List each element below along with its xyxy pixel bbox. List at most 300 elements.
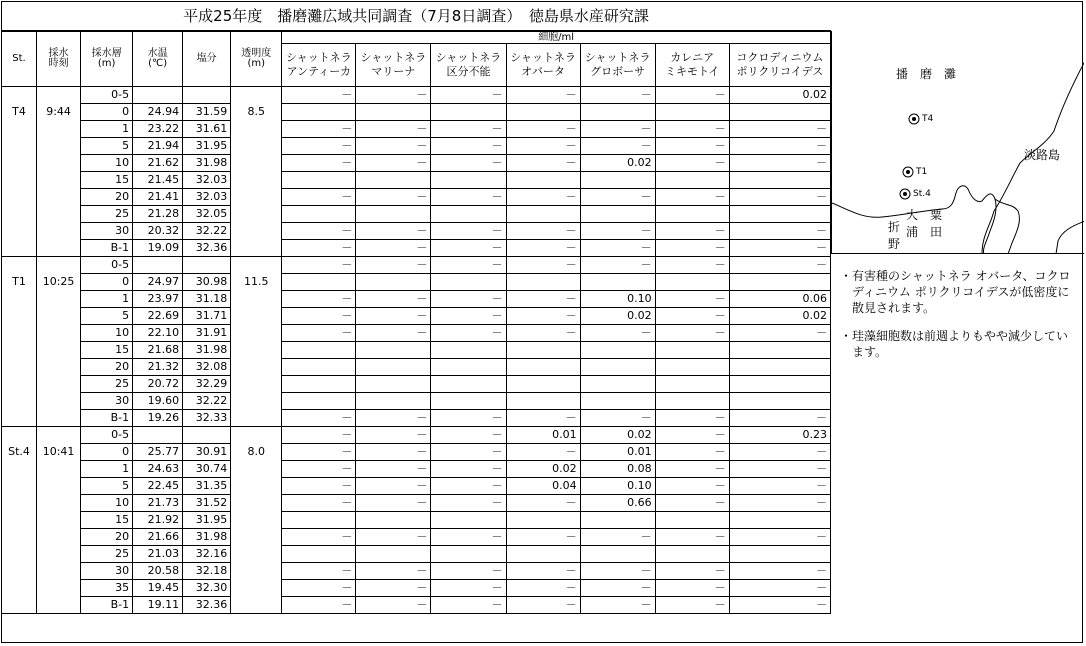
header-species: シャットネラ マリーナ xyxy=(356,44,431,87)
cell-count xyxy=(356,206,431,223)
table-row xyxy=(2,240,831,257)
cell-count: － xyxy=(729,155,830,172)
cell-count: － xyxy=(356,87,431,104)
cell-count: － xyxy=(282,444,356,461)
cell-count xyxy=(655,342,729,359)
salinity-cell: 30.91 xyxy=(183,444,231,461)
cell-count xyxy=(356,393,431,410)
cell-count: － xyxy=(506,597,580,614)
cell-count: － xyxy=(431,138,506,155)
table-row xyxy=(2,189,831,206)
cell-count xyxy=(282,359,356,376)
map-label-awata: 粟 田 xyxy=(930,208,943,239)
cell-count: － xyxy=(356,444,431,461)
cell-count: － xyxy=(282,529,356,546)
table-row xyxy=(2,427,831,444)
temp-cell: 24.97 xyxy=(133,274,183,291)
temp-cell: 21.94 xyxy=(133,138,183,155)
salinity-cell: 31.71 xyxy=(183,308,231,325)
table-row xyxy=(2,223,831,240)
salinity-cell: 31.59 xyxy=(183,104,231,121)
cell-count: － xyxy=(655,495,729,512)
cell-count: － xyxy=(282,257,356,274)
cell-count: － xyxy=(282,461,356,478)
cell-count: 0.66 xyxy=(580,495,655,512)
cell-count: － xyxy=(431,563,506,580)
cell-count: － xyxy=(655,87,729,104)
cell-count: － xyxy=(506,240,580,257)
cell-count: － xyxy=(506,155,580,172)
header-temp: 水温 (℃) xyxy=(133,32,183,87)
table-row xyxy=(2,376,831,393)
depth-cell: B-1 xyxy=(81,240,133,257)
table-row xyxy=(2,495,831,512)
cell-count: 0.02 xyxy=(729,87,830,104)
cell-count xyxy=(282,172,356,189)
cell-count: － xyxy=(580,580,655,597)
table-row xyxy=(2,274,831,291)
table-row xyxy=(2,291,831,308)
cell-count: － xyxy=(431,223,506,240)
cell-count: － xyxy=(282,325,356,342)
table-row xyxy=(2,580,831,597)
note-item: ・珪藻細胞数は前週よりもやや減少しています。 xyxy=(840,329,1069,359)
cell-count: － xyxy=(655,325,729,342)
cell-count xyxy=(729,512,830,529)
depth-cell: 15 xyxy=(81,172,133,189)
cell-count: － xyxy=(356,580,431,597)
cell-count: － xyxy=(580,121,655,138)
cell-count: － xyxy=(655,580,729,597)
cell-count: － xyxy=(282,155,356,172)
header-species: シャットネラ アンティーカ xyxy=(282,44,356,87)
cell-count: － xyxy=(356,308,431,325)
cell-count xyxy=(580,512,655,529)
depth-cell: 10 xyxy=(81,325,133,342)
table-row xyxy=(2,87,831,104)
cell-count xyxy=(282,274,356,291)
salinity-cell: 31.98 xyxy=(183,342,231,359)
cell-count xyxy=(655,104,729,121)
coastline-map xyxy=(832,31,1084,254)
cell-count: 0.10 xyxy=(580,478,655,495)
cell-count xyxy=(431,172,506,189)
depth-cell: B-1 xyxy=(81,410,133,427)
salinity-cell xyxy=(183,87,231,104)
cell-count: － xyxy=(655,427,729,444)
cell-count xyxy=(282,376,356,393)
salinity-cell: 31.35 xyxy=(183,478,231,495)
cell-count: － xyxy=(282,580,356,597)
salinity-cell: 32.18 xyxy=(183,563,231,580)
salinity-cell: 30.98 xyxy=(183,274,231,291)
cell-count xyxy=(356,172,431,189)
cell-count: － xyxy=(729,529,830,546)
cell-count: － xyxy=(431,444,506,461)
table-row xyxy=(2,325,831,342)
table-row xyxy=(2,444,831,461)
temp-cell: 19.11 xyxy=(133,597,183,614)
salinity-cell: 32.03 xyxy=(183,189,231,206)
map-label-awaji: 淡路島 xyxy=(1024,148,1061,162)
cell-count: － xyxy=(506,291,580,308)
cell-count xyxy=(356,274,431,291)
cell-count xyxy=(506,104,580,121)
temp-cell: 19.60 xyxy=(133,393,183,410)
depth-cell: 25 xyxy=(81,376,133,393)
cell-count: － xyxy=(729,189,830,206)
cell-count: － xyxy=(655,189,729,206)
cell-count: 0.02 xyxy=(580,155,655,172)
depth-cell: 25 xyxy=(81,206,133,223)
temp-cell: 24.63 xyxy=(133,461,183,478)
cell-count xyxy=(729,393,830,410)
cell-count xyxy=(506,206,580,223)
salinity-cell: 31.18 xyxy=(183,291,231,308)
cell-count xyxy=(356,342,431,359)
depth-cell: 5 xyxy=(81,308,133,325)
table-row xyxy=(2,546,831,563)
cell-count: － xyxy=(431,597,506,614)
cell-count: － xyxy=(655,257,729,274)
salinity-cell: 32.36 xyxy=(183,597,231,614)
cell-count: － xyxy=(431,529,506,546)
cell-count: 0.02 xyxy=(580,308,655,325)
awaji-coastline-2 xyxy=(1056,221,1084,254)
cell-count: － xyxy=(506,223,580,240)
cell-count: － xyxy=(431,257,506,274)
header-transparency: 透明度 (m) xyxy=(231,32,282,87)
cell-count: 0.08 xyxy=(580,461,655,478)
temp-cell: 21.73 xyxy=(133,495,183,512)
cell-count: － xyxy=(729,138,830,155)
cell-count xyxy=(506,274,580,291)
cell-count xyxy=(282,206,356,223)
cell-count xyxy=(356,546,431,563)
cell-count xyxy=(580,274,655,291)
temp-cell: 21.68 xyxy=(133,342,183,359)
cell-count: － xyxy=(431,325,506,342)
map-label-oura: 大 浦 xyxy=(906,208,919,239)
cell-count: － xyxy=(655,563,729,580)
temp-cell: 21.41 xyxy=(133,189,183,206)
cell-count: 0.01 xyxy=(580,444,655,461)
cell-count: － xyxy=(580,138,655,155)
header-species: シャットネラ 区分不能 xyxy=(431,44,506,87)
cell-count: － xyxy=(431,87,506,104)
salinity-cell: 32.22 xyxy=(183,393,231,410)
table-row xyxy=(2,104,831,121)
cell-count: － xyxy=(431,121,506,138)
header-cells: 細胞/ml xyxy=(282,32,831,44)
cell-count: － xyxy=(580,597,655,614)
transparency-cell: 8.5 xyxy=(231,87,282,257)
cell-count: － xyxy=(431,495,506,512)
cell-count xyxy=(506,172,580,189)
cell-count: － xyxy=(655,138,729,155)
depth-cell: 0 xyxy=(81,444,133,461)
cell-count: 0.02 xyxy=(506,461,580,478)
cell-count: － xyxy=(655,308,729,325)
cell-count: － xyxy=(506,87,580,104)
salinity-cell: 32.05 xyxy=(183,206,231,223)
depth-cell: 5 xyxy=(81,138,133,155)
cell-count: － xyxy=(282,87,356,104)
temp-cell xyxy=(133,87,183,104)
cell-count: － xyxy=(729,121,830,138)
cell-count: － xyxy=(580,410,655,427)
temp-cell: 21.32 xyxy=(133,359,183,376)
cell-count: － xyxy=(282,597,356,614)
cell-count xyxy=(580,546,655,563)
depth-cell: 15 xyxy=(81,512,133,529)
cell-count: 0.02 xyxy=(580,427,655,444)
salinity-cell: 32.22 xyxy=(183,223,231,240)
cell-count xyxy=(580,206,655,223)
cell-count: － xyxy=(431,155,506,172)
table-row xyxy=(2,257,831,274)
depth-cell: 15 xyxy=(81,342,133,359)
cell-count: － xyxy=(431,461,506,478)
salinity-cell: 32.16 xyxy=(183,546,231,563)
table-row xyxy=(2,138,831,155)
table-row xyxy=(2,410,831,427)
cell-count xyxy=(282,546,356,563)
cell-count: － xyxy=(729,223,830,240)
cell-count xyxy=(729,546,830,563)
table-row xyxy=(2,308,831,325)
header-species: シャットネラ グロボーサ xyxy=(580,44,655,87)
cell-count: 0.01 xyxy=(506,427,580,444)
salinity-cell: 32.29 xyxy=(183,376,231,393)
cell-count: － xyxy=(655,155,729,172)
cell-count: － xyxy=(580,529,655,546)
cell-count: － xyxy=(356,155,431,172)
salinity-cell: 31.98 xyxy=(183,155,231,172)
depth-cell: 0 xyxy=(81,274,133,291)
cell-count: － xyxy=(506,325,580,342)
cell-count: － xyxy=(729,478,830,495)
cell-count: － xyxy=(356,427,431,444)
cell-count xyxy=(580,172,655,189)
temp-cell: 23.22 xyxy=(133,121,183,138)
temp-cell: 21.45 xyxy=(133,172,183,189)
depth-cell: 0-5 xyxy=(81,257,133,274)
temp-cell: 19.45 xyxy=(133,580,183,597)
salinity-cell: 31.98 xyxy=(183,529,231,546)
map-label-orino: 折 野 xyxy=(888,220,901,251)
cell-count xyxy=(580,376,655,393)
cell-count: － xyxy=(282,308,356,325)
cell-count: － xyxy=(356,410,431,427)
cell-count xyxy=(729,342,830,359)
map-label-t4: T4 xyxy=(922,114,934,124)
station-name: St.4 xyxy=(2,427,37,614)
depth-cell: 0-5 xyxy=(81,427,133,444)
salinity-cell: 32.08 xyxy=(183,359,231,376)
cell-count: － xyxy=(729,597,830,614)
cell-count xyxy=(431,274,506,291)
cell-count: － xyxy=(655,410,729,427)
cell-count xyxy=(356,359,431,376)
cell-count: － xyxy=(729,257,830,274)
table-row xyxy=(2,393,831,410)
cell-count: － xyxy=(356,223,431,240)
cell-count: － xyxy=(506,410,580,427)
cell-count: － xyxy=(655,478,729,495)
temp-cell: 21.62 xyxy=(133,155,183,172)
cell-count: － xyxy=(282,427,356,444)
cell-count: 0.04 xyxy=(506,478,580,495)
depth-cell: 20 xyxy=(81,529,133,546)
depth-cell: 20 xyxy=(81,359,133,376)
cell-count xyxy=(580,342,655,359)
cell-count: － xyxy=(580,223,655,240)
depth-cell: 30 xyxy=(81,393,133,410)
table-row xyxy=(2,172,831,189)
cell-count xyxy=(729,104,830,121)
salinity-cell: 31.61 xyxy=(183,121,231,138)
cell-count xyxy=(282,342,356,359)
cell-count: － xyxy=(431,240,506,257)
temp-cell xyxy=(133,427,183,444)
temp-cell: 20.58 xyxy=(133,563,183,580)
salinity-cell: 31.91 xyxy=(183,325,231,342)
notes xyxy=(840,268,1075,372)
cell-count: － xyxy=(431,291,506,308)
cell-count xyxy=(431,546,506,563)
cell-count: － xyxy=(729,461,830,478)
cell-count xyxy=(431,206,506,223)
temp-cell: 19.26 xyxy=(133,410,183,427)
temp-cell: 20.72 xyxy=(133,376,183,393)
cell-count: － xyxy=(431,427,506,444)
note-item: ・有害種のシャットネラ オバータ、コクロディニウム ポリクリコイデスが低密度に散見されます。 xyxy=(840,269,1071,315)
cell-count xyxy=(729,376,830,393)
header-time: 採水 時刻 xyxy=(37,32,81,87)
depth-cell: 1 xyxy=(81,291,133,308)
cell-count: － xyxy=(431,410,506,427)
temp-cell xyxy=(133,257,183,274)
cell-count xyxy=(655,359,729,376)
map-label-st4: St.4 xyxy=(913,189,931,199)
cell-count xyxy=(431,104,506,121)
cell-count: － xyxy=(580,240,655,257)
salinity-cell xyxy=(183,427,231,444)
cell-count: － xyxy=(729,410,830,427)
cell-count: － xyxy=(506,495,580,512)
salinity-cell xyxy=(183,257,231,274)
temp-cell: 21.92 xyxy=(133,512,183,529)
cell-count: － xyxy=(655,461,729,478)
cell-count: － xyxy=(282,223,356,240)
cell-count xyxy=(356,376,431,393)
depth-cell: 0 xyxy=(81,104,133,121)
depth-cell: 10 xyxy=(81,495,133,512)
depth-cell: 20 xyxy=(81,189,133,206)
cell-count: － xyxy=(356,461,431,478)
cell-count: － xyxy=(282,478,356,495)
cell-count xyxy=(282,393,356,410)
table-row xyxy=(2,529,831,546)
cell-count xyxy=(580,104,655,121)
table-row xyxy=(2,206,831,223)
salinity-cell: 31.95 xyxy=(183,512,231,529)
cell-count xyxy=(356,104,431,121)
cell-count: － xyxy=(655,240,729,257)
survey-table xyxy=(1,31,831,614)
cell-count: － xyxy=(356,291,431,308)
station-name: T1 xyxy=(2,257,37,427)
header-species: シャットネラ オバータ xyxy=(506,44,580,87)
cell-count: － xyxy=(431,580,506,597)
cell-count xyxy=(655,274,729,291)
cell-count xyxy=(506,359,580,376)
cell-count: － xyxy=(282,121,356,138)
sampling-time: 10:41 xyxy=(37,427,81,614)
map-label-t1: T1 xyxy=(916,167,928,177)
depth-cell: 30 xyxy=(81,223,133,240)
cell-count: － xyxy=(580,563,655,580)
cell-count: － xyxy=(431,189,506,206)
header-species: カレニア ミキモトイ xyxy=(655,44,729,87)
cell-count xyxy=(655,172,729,189)
page-title: 平成25年度 播磨灘広域共同調査（7月8日調査） 徳島県水産研究課 xyxy=(1,1,831,31)
cell-count: － xyxy=(356,189,431,206)
salinity-cell: 32.30 xyxy=(183,580,231,597)
table-row xyxy=(2,461,831,478)
cell-count: － xyxy=(729,495,830,512)
header-salinity: 塩分 xyxy=(183,32,231,87)
cell-count: － xyxy=(356,495,431,512)
station-map xyxy=(831,31,1084,254)
cell-count xyxy=(431,376,506,393)
cell-count: － xyxy=(356,240,431,257)
cell-count: － xyxy=(506,121,580,138)
cell-count: － xyxy=(655,529,729,546)
transparency-cell: 11.5 xyxy=(231,257,282,427)
cell-count: － xyxy=(506,189,580,206)
depth-cell: 35 xyxy=(81,580,133,597)
cell-count: 0.10 xyxy=(580,291,655,308)
salinity-cell: 32.33 xyxy=(183,410,231,427)
temp-cell: 21.66 xyxy=(133,529,183,546)
tokushima-coastline-2 xyxy=(995,199,1019,254)
cell-count: － xyxy=(282,138,356,155)
table-row xyxy=(2,121,831,138)
cell-count: － xyxy=(356,325,431,342)
cell-count xyxy=(506,393,580,410)
cell-count xyxy=(282,512,356,529)
cell-count xyxy=(729,206,830,223)
cell-count xyxy=(655,206,729,223)
cell-count: － xyxy=(729,563,830,580)
temp-cell: 24.94 xyxy=(133,104,183,121)
cell-count: － xyxy=(506,563,580,580)
cell-count xyxy=(506,546,580,563)
cell-count xyxy=(431,512,506,529)
cell-count: － xyxy=(506,138,580,155)
cell-count: － xyxy=(282,189,356,206)
cell-count xyxy=(431,393,506,410)
temp-cell: 19.09 xyxy=(133,240,183,257)
depth-cell: 10 xyxy=(81,155,133,172)
cell-count: － xyxy=(506,529,580,546)
cell-count: － xyxy=(356,121,431,138)
cell-count: 0.23 xyxy=(729,427,830,444)
depth-cell: 5 xyxy=(81,478,133,495)
depth-cell: 1 xyxy=(81,121,133,138)
